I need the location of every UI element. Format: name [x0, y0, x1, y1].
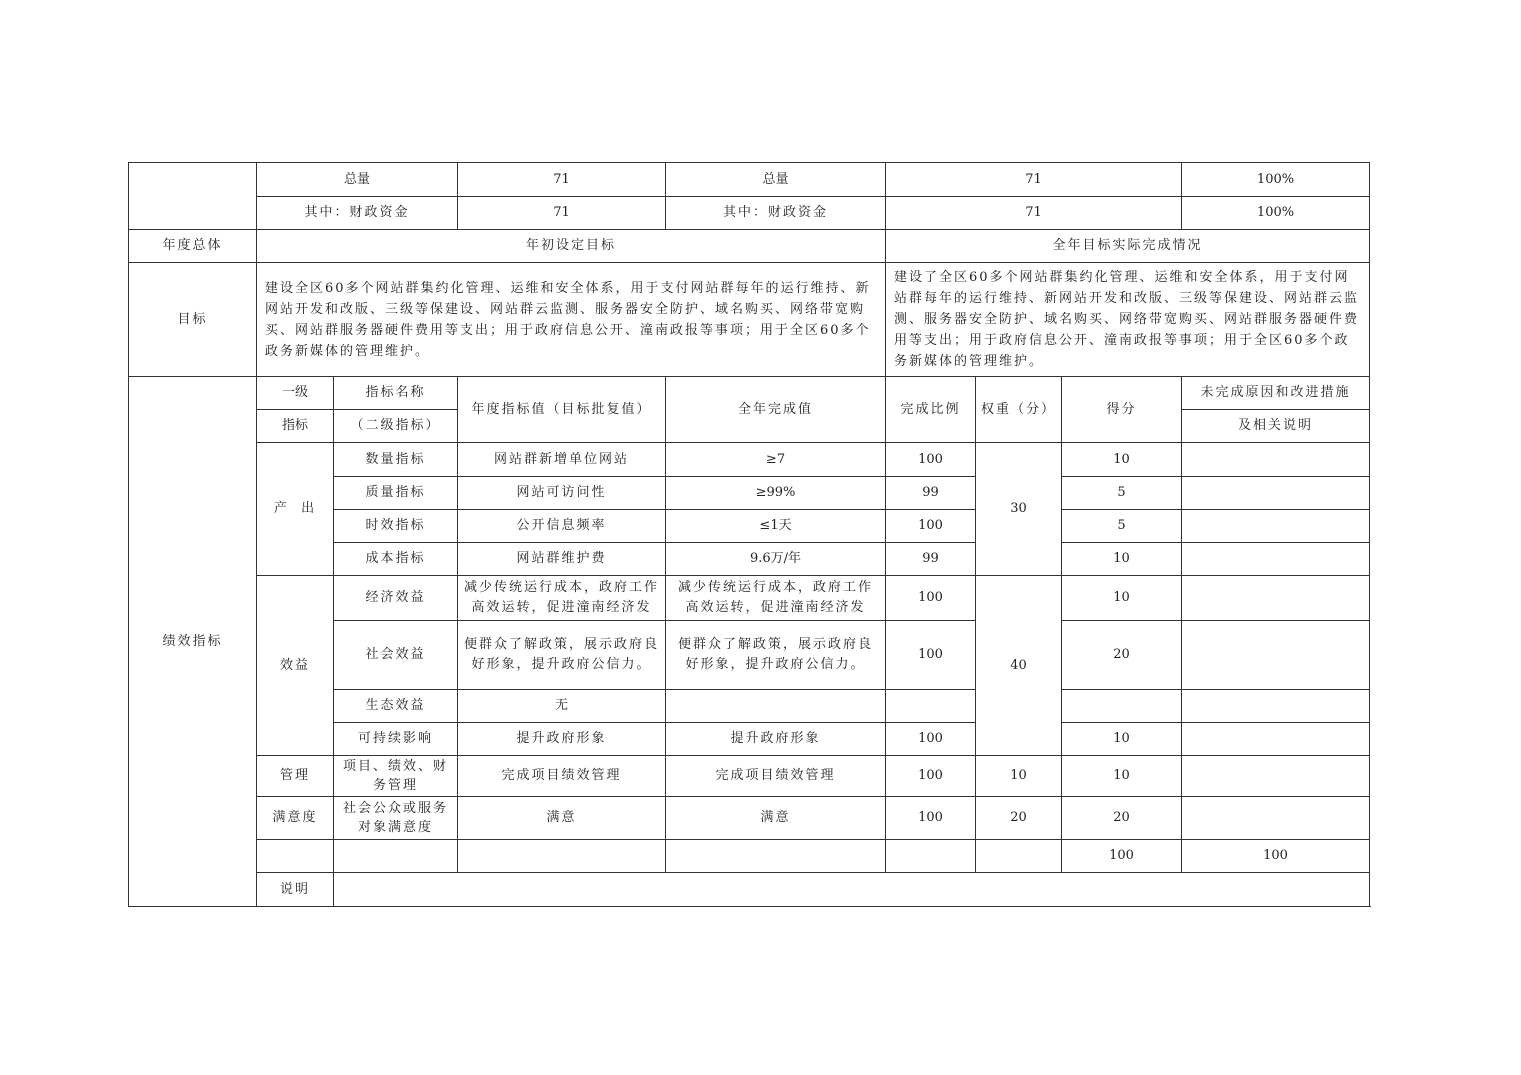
funds-total-ratio: 100%	[1182, 163, 1370, 197]
totals-empty-cell	[334, 840, 458, 873]
indicator-ratio: 100	[886, 576, 976, 621]
indicator-ratio: 100	[886, 443, 976, 477]
funds-total-label-actual: 总量	[666, 163, 886, 197]
footer-text	[334, 873, 1370, 907]
indicator-score: 10	[1062, 756, 1182, 797]
indicator-note	[1182, 797, 1370, 840]
indicator-target: 完成项目绩效管理	[458, 756, 666, 797]
indicator-header-row-1	[129, 377, 1370, 410]
group-output-label: 产 出	[257, 443, 334, 576]
indicator-actual: 满意	[666, 797, 886, 840]
header-name-b: （二级指标）	[334, 410, 458, 443]
indicator-target: 网站群新增单位网站	[458, 443, 666, 477]
goals-planned-text: 建设全区60多个网站群集约化管理、运维和安全体系，用于支付网站群每年的运行维持、新网站开发和改版、三级等保建设、网站群云监测、服务器安全防护、域名购买、网络带宽购买、网站群服务器硬件费用等支出；用于政府信息公开、潼南政报等事项；用于全区60多个政务新媒体的管理维护。	[257, 263, 886, 377]
funds-fiscal-label: 其中：财政资金	[257, 197, 458, 230]
goals-actual-text: 建设了全区60多个网站群集约化管理、运维和安全体系，用于支付网站群每年的运行维持、新网站开发和改版、三级等保建设、网站群云监测、服务器安全防护、域名购买、网络带宽购买、网站群服务器硬件费用等支出；用于政府信息公开、潼南政报等事项；用于全区60多个政务新媒体的管理维护。	[886, 263, 1370, 377]
indicator-actual: 减少传统运行成本，政府工作高效运转，促进潼南经济发	[666, 576, 886, 621]
group-benefit-label: 效益	[257, 576, 334, 756]
indicator-name: 成本指标	[334, 543, 458, 576]
indicator-actual: 便群众了解政策，展示政府良好形象，提升政府公信力。	[666, 621, 886, 690]
table-row	[129, 443, 1370, 477]
indicator-name: 经济效益	[334, 576, 458, 621]
group-management-weight: 10	[976, 756, 1062, 797]
totals-empty-cell	[257, 840, 334, 873]
group-output-weight: 30	[976, 443, 1062, 576]
totals-score: 100	[1182, 840, 1370, 873]
funds-total-actual: 71	[886, 163, 1182, 197]
indicator-score: 20	[1062, 621, 1182, 690]
goals-planned-header: 年初设定目标	[257, 230, 886, 263]
indicator-name: 项目、绩效、财务管理	[334, 756, 458, 797]
totals-empty-cell	[458, 840, 666, 873]
indicator-target: 满意	[458, 797, 666, 840]
indicator-target: 公开信息频率	[458, 510, 666, 543]
group-management-label: 管理	[257, 756, 334, 797]
indicators-section-label: 绩效指标	[129, 377, 257, 907]
indicator-note	[1182, 477, 1370, 510]
indicator-ratio: 100	[886, 510, 976, 543]
goals-section-label: 年度总体	[129, 230, 257, 263]
indicator-target: 网站可访问性	[458, 477, 666, 510]
indicator-note	[1182, 756, 1370, 797]
performance-table	[128, 162, 1370, 907]
funds-row-total	[129, 163, 1370, 197]
funds-fiscal-actual: 71	[886, 197, 1182, 230]
header-reason-a: 未完成原因和改进措施	[1182, 377, 1370, 410]
indicator-target: 减少传统运行成本，政府工作高效运转，促进潼南经济发	[458, 576, 666, 621]
indicator-ratio: 100	[886, 797, 976, 840]
indicator-actual: ≥99%	[666, 477, 886, 510]
indicator-actual: 9.6万/年	[666, 543, 886, 576]
header-score: 得分	[1062, 377, 1182, 443]
header-level1-b: 指标	[257, 410, 334, 443]
goals-actual-header: 全年目标实际完成情况	[886, 230, 1370, 263]
indicator-note	[1182, 690, 1370, 723]
goals-text-row	[129, 263, 1370, 377]
indicator-note	[1182, 576, 1370, 621]
indicator-ratio: 100	[886, 621, 976, 690]
indicator-name: 生态效益	[334, 690, 458, 723]
indicator-score: 10	[1062, 723, 1182, 756]
indicator-score	[1062, 690, 1182, 723]
totals-empty-cell	[886, 840, 976, 873]
totals-row	[129, 840, 1370, 873]
header-level1-a: 一级	[257, 377, 334, 410]
footer-row	[129, 873, 1370, 907]
indicator-target: 网站群维护费	[458, 543, 666, 576]
indicator-score: 10	[1062, 576, 1182, 621]
header-reason-b: 及相关说明	[1182, 410, 1370, 443]
table-row	[129, 576, 1370, 621]
funds-fiscal-label-actual: 其中：财政资金	[666, 197, 886, 230]
indicator-ratio: 99	[886, 543, 976, 576]
header-weight: 权重（分）	[976, 377, 1062, 443]
indicator-note	[1182, 543, 1370, 576]
funds-label-cell	[129, 163, 257, 230]
funds-total-label: 总量	[257, 163, 458, 197]
indicator-actual: ≥7	[666, 443, 886, 477]
indicator-actual	[666, 690, 886, 723]
header-actual: 全年完成值	[666, 377, 886, 443]
indicator-actual: ≤1天	[666, 510, 886, 543]
indicator-actual: 提升政府形象	[666, 723, 886, 756]
indicator-target: 便群众了解政策，展示政府良好形象，提升政府公信力。	[458, 621, 666, 690]
indicator-score: 5	[1062, 510, 1182, 543]
indicator-ratio: 100	[886, 756, 976, 797]
funds-fiscal-ratio: 100%	[1182, 197, 1370, 230]
table-row	[129, 797, 1370, 840]
indicator-ratio: 100	[886, 723, 976, 756]
indicator-target: 无	[458, 690, 666, 723]
indicator-score: 10	[1062, 443, 1182, 477]
totals-weight: 100	[1062, 840, 1182, 873]
indicator-name: 可持续影响	[334, 723, 458, 756]
header-target: 年度指标值（目标批复值）	[458, 377, 666, 443]
indicator-note	[1182, 723, 1370, 756]
table-row	[129, 756, 1370, 797]
footer-label: 说明	[257, 873, 334, 907]
indicator-target: 提升政府形象	[458, 723, 666, 756]
group-satisfaction-weight: 20	[976, 797, 1062, 840]
indicator-name: 质量指标	[334, 477, 458, 510]
totals-empty-cell	[666, 840, 886, 873]
header-ratio: 完成比例	[886, 377, 976, 443]
indicator-ratio	[886, 690, 976, 723]
totals-empty-cell	[976, 840, 1062, 873]
indicator-name: 社会公众或服务对象满意度	[334, 797, 458, 840]
group-satisfaction-label: 满意度	[257, 797, 334, 840]
group-benefit-weight: 40	[976, 576, 1062, 756]
funds-fiscal-planned: 71	[458, 197, 666, 230]
goals-row-label: 目标	[129, 263, 257, 377]
funds-row-fiscal	[129, 197, 1370, 230]
indicator-actual: 完成项目绩效管理	[666, 756, 886, 797]
indicator-name: 时效指标	[334, 510, 458, 543]
indicator-score: 5	[1062, 477, 1182, 510]
indicator-name: 数量指标	[334, 443, 458, 477]
indicator-note	[1182, 443, 1370, 477]
header-name-a: 指标名称	[334, 377, 458, 410]
indicator-score: 10	[1062, 543, 1182, 576]
indicator-score: 20	[1062, 797, 1182, 840]
indicator-ratio: 99	[886, 477, 976, 510]
indicator-note	[1182, 510, 1370, 543]
goals-header-row	[129, 230, 1370, 263]
indicator-name: 社会效益	[334, 621, 458, 690]
indicator-note	[1182, 621, 1370, 690]
funds-total-planned: 71	[458, 163, 666, 197]
